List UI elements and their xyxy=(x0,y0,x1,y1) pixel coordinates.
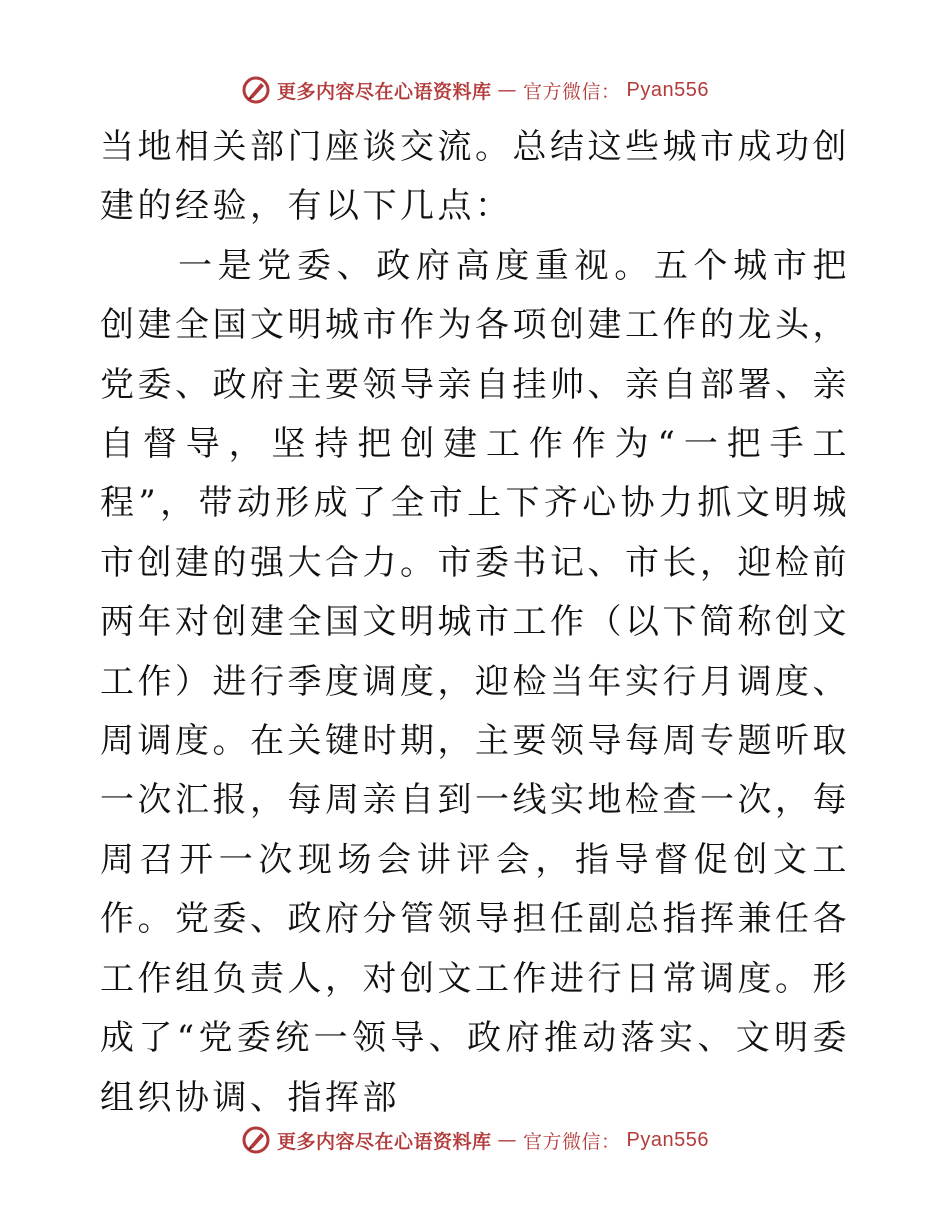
banner-wechat-label: 官方微信： xyxy=(523,80,621,103)
footer-watermark-banner xyxy=(0,1122,950,1158)
banner-wechat-id: Pyan556 xyxy=(626,1128,709,1151)
red-pen-logo-icon xyxy=(241,75,271,105)
red-pen-logo-icon xyxy=(241,1125,271,1155)
body-paragraph: 当地相关部门座谈交流。总结这些城市成功创建的经验，有以下几点： xyxy=(100,127,850,227)
header-watermark-banner xyxy=(0,72,950,108)
document-body xyxy=(100,118,850,1128)
banner-title: 更多内容尽在心语资料库 xyxy=(277,1130,492,1153)
banner-wechat-id: Pyan556 xyxy=(626,78,709,101)
banner-separator: — xyxy=(497,1129,518,1151)
banner-wechat-label: 官方微信： xyxy=(523,1130,621,1153)
banner-separator: — xyxy=(497,79,518,101)
body-paragraph: 一是党委、政府高度重视。五个城市把创建全国文明城市作为各项创建工作的龙头，党委、政府主要领导亲自挂帅、亲自部署、亲自督导，坚持把创建工作作为“一把手工程”，带动形成了全市上下齐心协力抓文明城市创建的强大合力。市委书记、市长，迎检前两年对创建全国文明城市工作（以下简称创文工作）进行季度调度，迎检当年实行月调度、周调度。在关键时期，主要领导每周专题听取一次汇报，每周亲自到一线实地检查一次，每周召开一次现场会讲评会，指导督促创文工作。党委、政府分管领导担任副总指挥兼任各工作组负责人，对创文工作进行日常调度。形成了“党委统一领导、政府推动落实、文明委组织协调、指挥部 xyxy=(100,245,850,1118)
banner-title: 更多内容尽在心语资料库 xyxy=(277,80,492,103)
